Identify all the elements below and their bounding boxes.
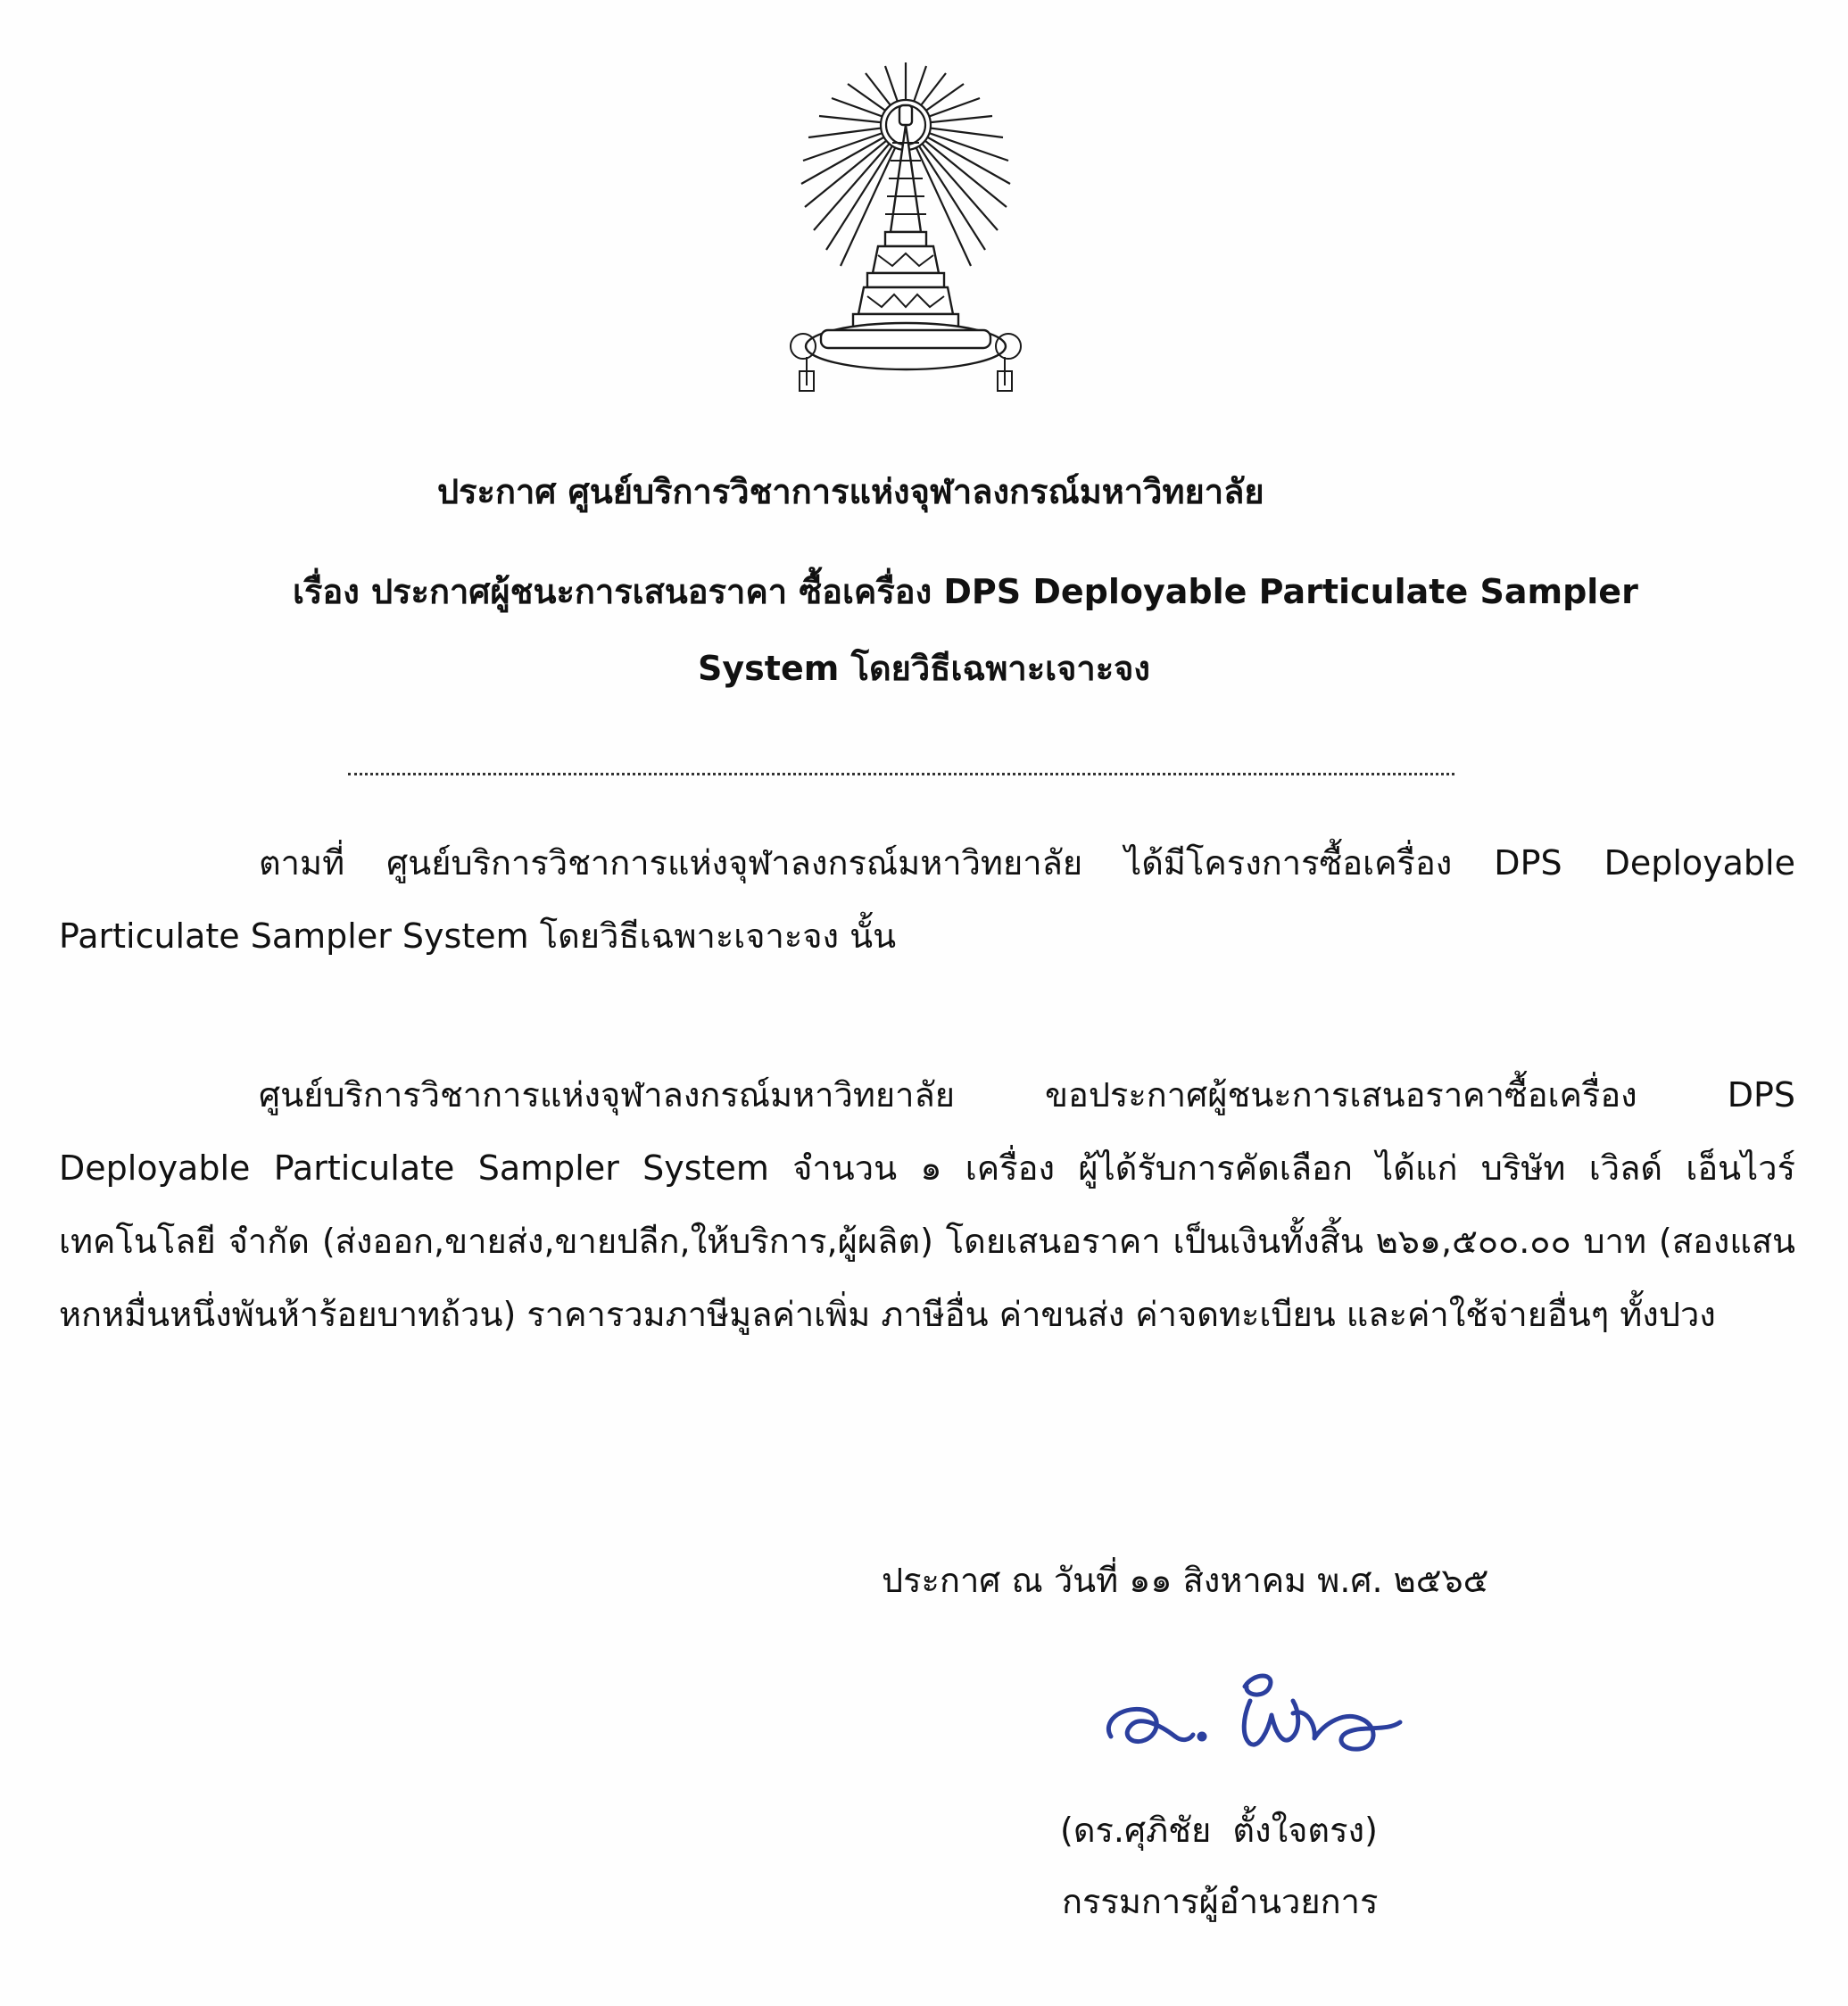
university-emblem-icon xyxy=(785,62,1026,402)
body-paragraph-2: ศูนย์บริการวิชาการแห่งจุฬาลงกรณ์มหาวิทยาลัย ขอประกาศผู้ชนะการเสนอราคาซื้อเครื่อง DPS Deployable Particulate Sampler System จำนวน ๑ เครื่อง ผู้ได้รับการคัดเลือก ได้แก่ บริษัท เวิลด์ เอ็นไวร์ เทคโนโลยี จำกัด (ส่งออก,ขายส่ง,ขายปลีก,ให้บริการ,ผู้ผลิต) โดยเสนอราคา เป็นเงินทั้งสิ้น ๒๖๑,๕๐๐.๐๐ บาท (สองแสนหกหมื่นหนึ่งพันห้าร้อยบาทถ้วน) ราคารวมภาษีมูลค่าเพิ่ม ภาษีอื่น ค่าขนส่ง ค่าจดทะเบียน และค่าใช้จ่ายอื่นๆ ทั้งปวง xyxy=(59,1075,1795,1334)
signer-title: กรรมการผู้อำนวยการ xyxy=(1062,1882,1379,1921)
signer-name: (ดร.ศุภิชัย ตั้งใจตรง) xyxy=(1060,1811,1378,1850)
dotted-divider xyxy=(348,773,1454,775)
announcement-subject-line-2: System โดยวิธีเฉพาะเจาะจง xyxy=(698,649,1150,688)
announcement-subject-line-1: เรื่อง ประกาศผู้ชนะการเสนอราคา ซื้อเครื่อง DPS Deployable Particulate Sampler xyxy=(293,572,1638,611)
announcement-title: ประกาศ ศูนย์บริการวิชาการแห่งจุฬาลงกรณ์มหาวิทยาลัย xyxy=(437,472,1264,511)
handwritten-signature xyxy=(1093,1660,1414,1767)
announcement-date: ประกาศ ณ วันที่ ๑๑ สิงหาคม พ.ศ. ๒๕๖๕ xyxy=(882,1561,1489,1600)
body-paragraph-1: ตามที่ ศูนย์บริการวิชาการแห่งจุฬาลงกรณ์มหาวิทยาลัย ได้มีโครงการซื้อเครื่อง DPS Deployable Particulate Sampler System โดยวิธีเฉพาะเจาะจง นั้น xyxy=(59,843,1795,956)
